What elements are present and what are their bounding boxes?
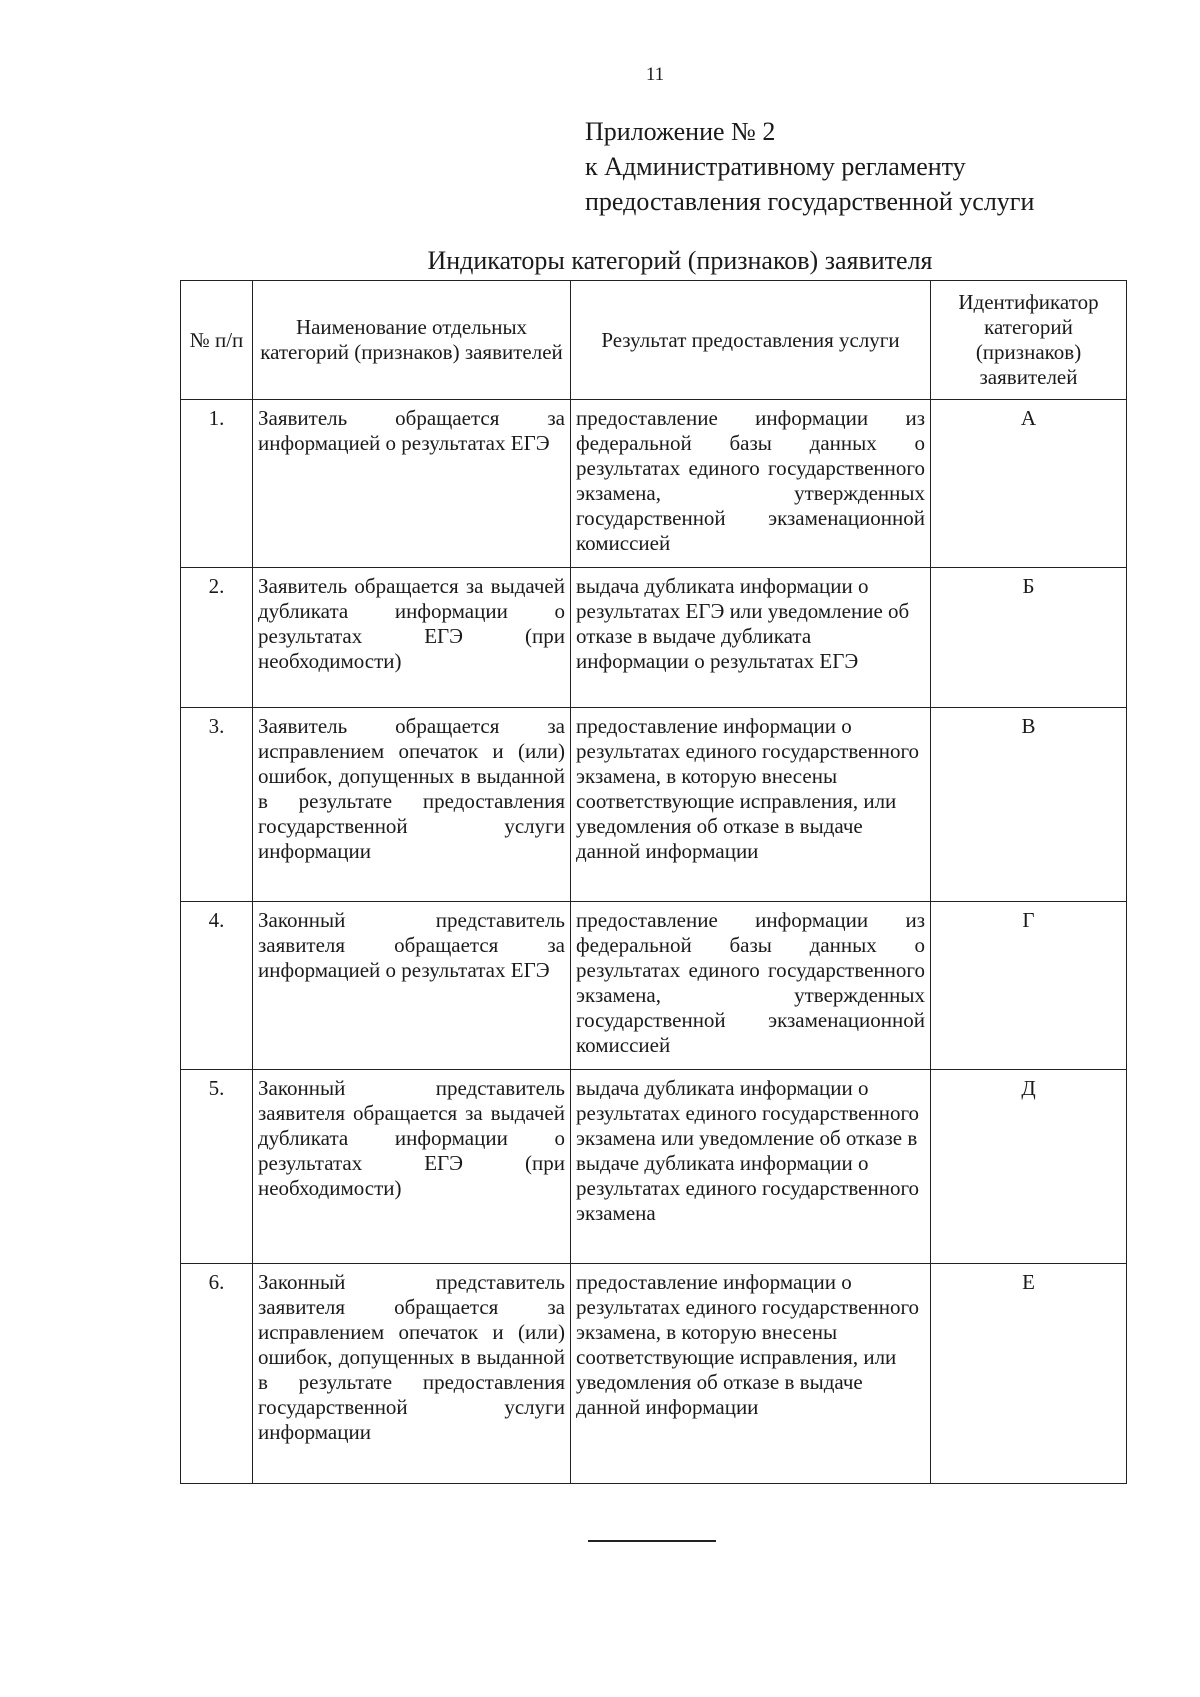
- row-category: Заявитель обращается за выдачей дубликата информации о результатах ЕГЭ (при необходимости): [253, 568, 571, 708]
- table-row: [181, 902, 1127, 1070]
- appendix-heading: [585, 114, 1034, 219]
- row-category: Законный представитель заявителя обращается за выдачей дубликата информации о результатах ЕГЭ (при необходимости): [253, 1070, 571, 1264]
- table-row: [181, 400, 1127, 568]
- row-category: Заявитель обращается за информацией о результатах ЕГЭ: [253, 400, 571, 568]
- table-header-row: [181, 281, 1127, 400]
- row-result: выдача дубликата информации о результатах ЕГЭ или уведомление об отказе в выдаче дубликата информации о результатах ЕГЭ: [571, 568, 931, 708]
- row-number: 5.: [181, 1070, 253, 1264]
- row-number: 3.: [181, 708, 253, 902]
- header-identifier: Идентификатор категорий (признаков) заявителей: [931, 281, 1127, 400]
- row-identifier: В: [931, 708, 1127, 902]
- table-row: [181, 568, 1127, 708]
- row-result: выдача дубликата информации о результатах единого государственного экзамена или уведомление об отказе в выдаче дубликата информации о результатах единого государственного экзамена: [571, 1070, 931, 1264]
- table-row: [181, 1264, 1127, 1484]
- table-title: Индикаторы категорий (признаков) заявителя: [427, 246, 933, 275]
- appendix-line-2: к Административному регламенту: [585, 152, 966, 181]
- appendix-line-1: Приложение № 2: [585, 117, 776, 146]
- table-row: [181, 708, 1127, 902]
- row-identifier: А: [931, 400, 1127, 568]
- row-result: предоставление информации о результатах единого государственного экзамена, в которую внесены соответствующие исправления, или уведомления об отказе в выдаче данной информации: [571, 1264, 931, 1484]
- row-result: предоставление информации из федеральной базы данных о результатах единого государственного экзамена, утвержденных государственной экзаменационной комиссией: [571, 902, 931, 1070]
- row-identifier: Д: [931, 1070, 1127, 1264]
- row-number: 4.: [181, 902, 253, 1070]
- table-row: [181, 1070, 1127, 1264]
- indicators-table: [180, 280, 1127, 1484]
- row-category: Законный представитель заявителя обращается за информацией о результатах ЕГЭ: [253, 902, 571, 1070]
- appendix-line-3: предоставления государственной услуги: [585, 187, 1035, 216]
- row-identifier: Е: [931, 1264, 1127, 1484]
- row-category: Законный представитель заявителя обращается за исправлением опечаток и (или) ошибок, допущенных в выданной в результате предоставления государственной услуги информации: [253, 1264, 571, 1484]
- header-num: № п/п: [181, 281, 253, 400]
- row-number: 2.: [181, 568, 253, 708]
- closing-rule: [588, 1540, 716, 1542]
- row-identifier: Б: [931, 568, 1127, 708]
- header-result: Результат предоставления услуги: [571, 281, 931, 400]
- row-result: предоставление информации из федеральной базы данных о результатах единого государственного экзамена, утвержденных государственной экзаменационной комиссией: [571, 400, 931, 568]
- row-number: 1.: [181, 400, 253, 568]
- row-number: 6.: [181, 1264, 253, 1484]
- row-identifier: Г: [931, 902, 1127, 1070]
- page-number: 11: [645, 64, 665, 85]
- header-category: Наименование отдельных категорий (признаков) заявителей: [253, 281, 571, 400]
- row-result: предоставление информации о результатах единого государственного экзамена, в которую внесены соответствующие исправления, или уведомления об отказе в выдаче данной информации: [571, 708, 931, 902]
- row-category: Заявитель обращается за исправлением опечаток и (или) ошибок, допущенных в выданной в результате предоставления государственной услуги информации: [253, 708, 571, 902]
